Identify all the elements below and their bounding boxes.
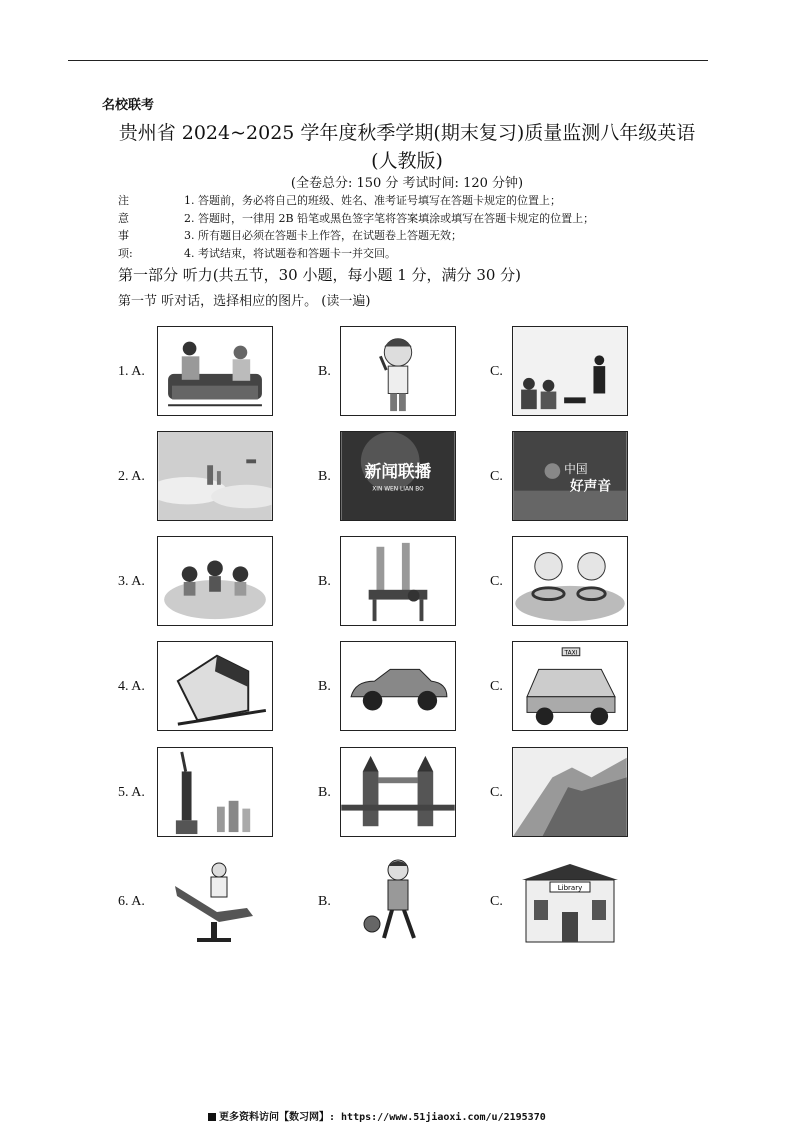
question-number: 3. A. xyxy=(118,574,145,589)
great-wall-picture[interactable] xyxy=(512,747,628,837)
exam-tag: 名校联考 xyxy=(102,98,155,113)
note-item: 1. 答题前，务必将自己的班级、姓名、准考证号填写在答题卡规定的位置上； xyxy=(184,194,561,207)
option-label: C. xyxy=(490,679,503,694)
option-label: B. xyxy=(318,679,331,694)
question-row xyxy=(0,747,794,841)
part-heading: 第一部分 听力(共五节，30 小题，每小题 1 分，满分 30 分) xyxy=(118,266,522,284)
people-on-sofa-picture[interactable] xyxy=(157,326,273,416)
note-item: 3. 所有题目必须在答题卡上作答，在试题卷上答题无效； xyxy=(184,229,462,242)
question-row xyxy=(0,326,794,420)
question-row xyxy=(0,856,794,950)
question-row xyxy=(0,536,794,630)
option-label: C. xyxy=(490,469,503,484)
option-label: B. xyxy=(318,785,331,800)
news-broadcast-picture[interactable] xyxy=(340,431,456,521)
option-label: B. xyxy=(318,894,331,909)
option-label: C. xyxy=(490,574,503,589)
news-title-text: 新闻联播 xyxy=(364,461,432,481)
option-label: B. xyxy=(318,574,331,589)
taxi-picture[interactable] xyxy=(512,641,628,731)
option-label: C. xyxy=(490,894,503,909)
footer-link[interactable] xyxy=(208,1108,546,1123)
question-number: 6. A. xyxy=(118,894,145,909)
question-number: 1. A. xyxy=(118,364,145,379)
children-picnic-picture[interactable] xyxy=(157,536,273,626)
question-number: 2. A. xyxy=(118,469,145,484)
kids-swimming-picture[interactable] xyxy=(512,536,628,626)
statue-of-liberty-picture[interactable] xyxy=(157,747,273,837)
note-item: 4. 考试结束，将试题卷和答题卡一并交回。 xyxy=(184,246,396,260)
voice-of-china-picture[interactable] xyxy=(512,431,628,521)
boy-basketball-picture[interactable] xyxy=(340,856,456,946)
dentist-picture[interactable] xyxy=(157,856,273,946)
sky-city-picture[interactable] xyxy=(157,431,273,521)
flag-icon xyxy=(208,1113,216,1121)
question-row xyxy=(0,641,794,735)
option-label: B. xyxy=(318,364,331,379)
business-meeting-picture[interactable] xyxy=(512,326,628,416)
question-row xyxy=(0,431,794,525)
header-rule xyxy=(68,60,708,61)
boy-thinking-picture[interactable] xyxy=(340,326,456,416)
library-picture[interactable] xyxy=(512,856,628,946)
tower-bridge-picture[interactable] xyxy=(340,747,456,837)
exam-title: 贵州省 2024~2025 学年度秋季学期(期末复习)质量监测八年级英语 xyxy=(118,122,696,144)
library-sign-text: Library xyxy=(557,884,583,892)
notes-label: 注意事项: xyxy=(118,194,133,260)
voice-title-text: 中国 xyxy=(564,462,588,477)
exam-edition: (人教版) xyxy=(371,150,443,172)
note-item: 2. 答题时，一律用 2B 铅笔或黑色签字笔将答案填涂或填写在答题卡规定的位置上； xyxy=(184,211,595,225)
question-number: 5. A. xyxy=(118,785,145,800)
option-label: C. xyxy=(490,364,503,379)
option-label: C. xyxy=(490,785,503,800)
question-number: 4. A. xyxy=(118,679,145,694)
taxi-sign-text: TAXI xyxy=(564,650,578,657)
news-pinyin-text: XIN WEN LIAN BO xyxy=(372,486,424,493)
footer-text: 更多资料访问【数习网】: https://www.51jiaoxi.com/u/2195370 xyxy=(219,1112,546,1123)
giraffes-zoo-picture[interactable] xyxy=(340,536,456,626)
voice-title2-text: 好声音 xyxy=(570,478,612,495)
exam-meta: (全卷总分: 150 分 考试时间: 120 分钟) xyxy=(290,176,524,191)
car-picture[interactable] xyxy=(340,641,456,731)
section-heading: 第一节 听对话，选择相应的图片。 (读一遍) xyxy=(118,294,371,309)
option-label: B. xyxy=(318,469,331,484)
train-picture[interactable] xyxy=(157,641,273,731)
